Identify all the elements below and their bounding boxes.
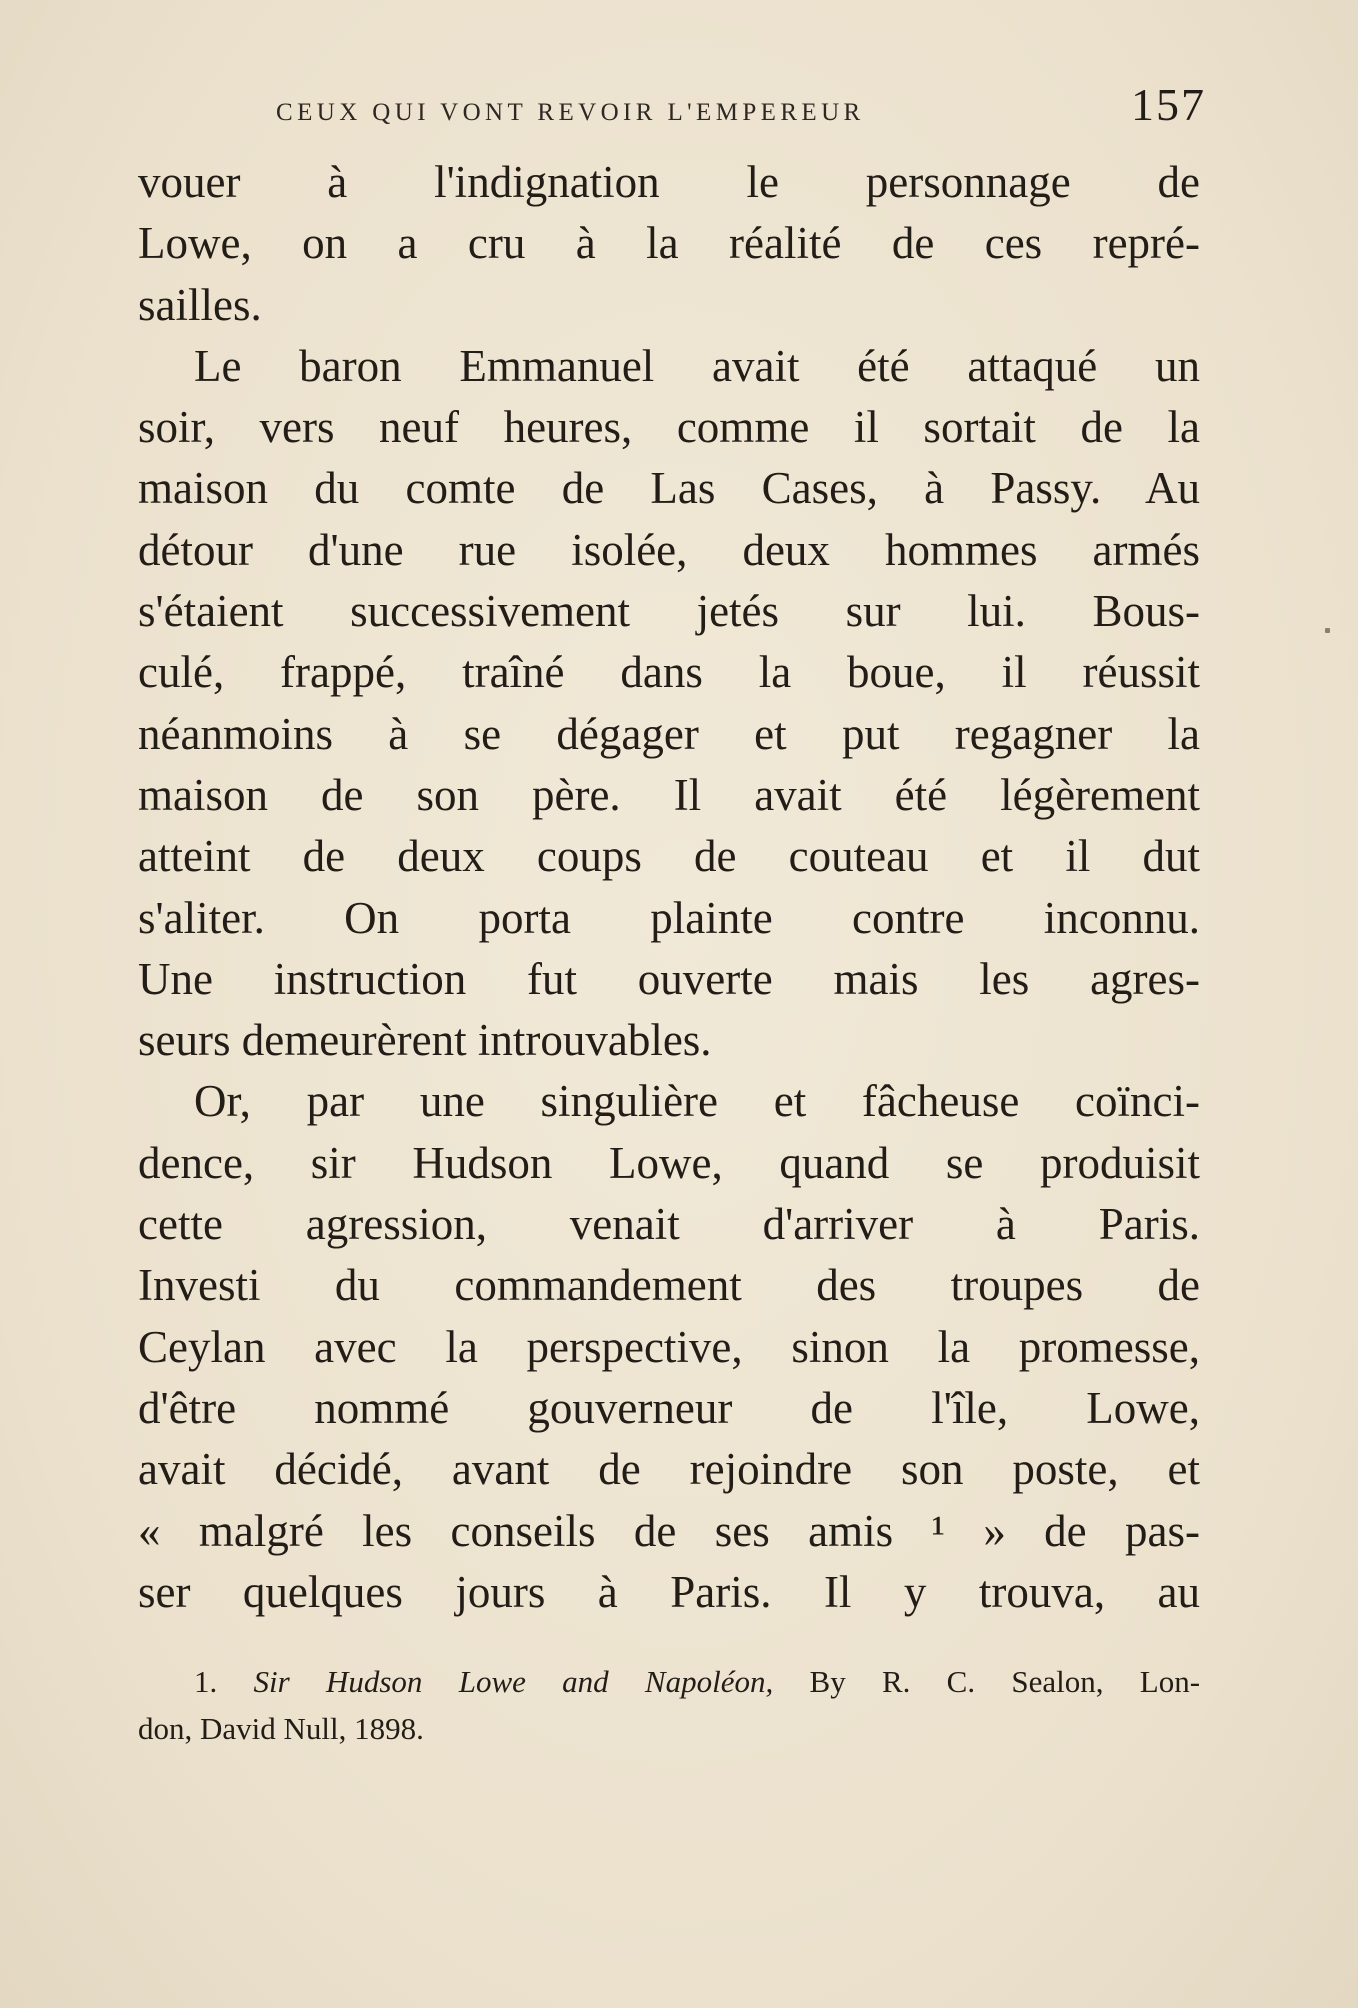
text-line: s'aliter. On porta plainte contre inconnu.: [138, 892, 1200, 943]
running-title: CEUX QUI VONT REVOIR L'EMPEREUR: [276, 99, 865, 126]
text-line: soir, vers neuf heures, comme il sortait de la: [138, 402, 1200, 453]
text-line: cette agression, venait d'arriver à Paris.: [138, 1199, 1200, 1250]
paragraph-start-line: Le baron Emmanuel avait été attaqué un: [194, 340, 1200, 391]
text-line: Lowe, on a cru à la réalité de ces repré-: [138, 218, 1200, 269]
text-line: Ceylan avec la perspective, sinon la promesse,: [138, 1321, 1200, 1372]
paragraph-start-line: Or, par une singulière et fâcheuse coïnci-: [194, 1076, 1200, 1127]
text-line: sailles.: [138, 279, 262, 330]
text-line: vouer à l'indignation le personnage de: [138, 157, 1200, 207]
text-line: détour d'une rue isolée, deux hommes armés: [138, 524, 1200, 575]
text-line: s'étaient successivement jetés sur lui. Bous-: [138, 586, 1200, 637]
footnote-title: Sir Hudson Lowe and Napoléon,: [253, 1664, 774, 1699]
text-line: d'être nommé gouverneur de l'île, Lowe,: [138, 1382, 1200, 1433]
text-line: maison de son père. Il avait été légèrement: [138, 769, 1200, 820]
text-line: Une instruction fut ouverte mais les agres-: [138, 953, 1200, 1004]
text-line: seurs demeurèrent introuvables.: [138, 1015, 712, 1066]
text-line: « malgré les conseils de ses amis ¹ » de pas-: [138, 1505, 1200, 1556]
text-line: avait décidé, avant de rejoindre son poste, et: [138, 1444, 1200, 1495]
footnote-citation: By R. C. Sealon, Lon-: [809, 1664, 1201, 1699]
footnote: [138, 1658, 1200, 1752]
text-line: néanmoins à se dégager et put regagner la: [138, 708, 1200, 759]
footnote-line: don, David Null, 1898.: [138, 1711, 424, 1746]
text-line: culé, frappé, traîné dans la boue, il réussit: [138, 647, 1200, 698]
text-line: atteint de deux coups de couteau et il dut: [138, 831, 1200, 882]
footnote-number: 1.: [194, 1664, 218, 1699]
paper-speck: [1325, 628, 1330, 633]
text-line: ser quelques jours à Paris. Il y trouva, au: [138, 1566, 1200, 1617]
text-line: maison du comte de Las Cases, à Passy. Au: [138, 463, 1200, 514]
body-text: [138, 152, 1200, 1623]
running-head: [276, 78, 1206, 134]
page-number: 157: [1131, 79, 1206, 130]
text-line: Investi du commandement des troupes de: [138, 1260, 1200, 1311]
text-line: dence, sir Hudson Lowe, quand se produisit: [138, 1137, 1200, 1188]
footnote-line: [138, 1658, 1200, 1705]
